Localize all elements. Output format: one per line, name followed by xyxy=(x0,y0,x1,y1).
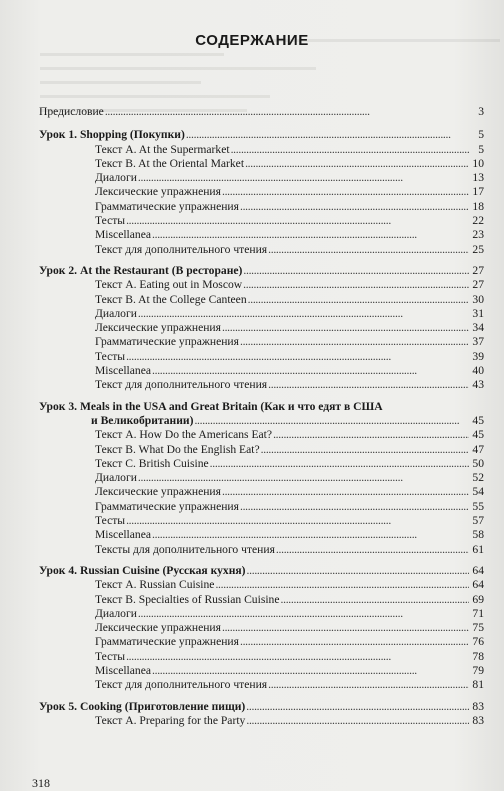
page-title: СОДЕРЖАНИЕ xyxy=(195,32,309,49)
toc-page-number: 79 xyxy=(472,663,484,677)
toc-page-number: 13 xyxy=(472,171,484,185)
toc-entry-label: Тесты xyxy=(95,649,126,663)
toc-entry-label: Тесты xyxy=(95,514,126,528)
leader-dots xyxy=(152,664,469,678)
toc-page-number: 45 xyxy=(472,413,484,427)
toc-entry xyxy=(39,635,484,649)
toc-entry-label: Лексические упражнения xyxy=(95,321,221,335)
toc-page-number: 64 xyxy=(472,578,484,592)
toc-page-number: 54 xyxy=(472,485,484,499)
toc-page-number: 83 xyxy=(472,699,484,713)
toc-page-number: 75 xyxy=(472,621,484,635)
toc-lesson-heading xyxy=(39,128,484,142)
page-number: 318 xyxy=(32,776,50,790)
toc-page-number: 17 xyxy=(472,185,484,199)
toc-entry xyxy=(39,228,484,242)
toc-entry xyxy=(39,364,484,378)
toc-page-number: 5 xyxy=(478,128,484,142)
toc-page-number: 39 xyxy=(472,349,484,363)
toc-page-number: 31 xyxy=(472,306,484,320)
toc-entry-label: Текст A. Russian Cuisine xyxy=(95,578,215,592)
toc-entry xyxy=(39,278,484,292)
toc-page-number: 61 xyxy=(472,542,484,556)
leader-dots xyxy=(126,350,469,364)
toc-entry-label: Лексические упражнения xyxy=(95,185,221,199)
toc-entry-label: Урок 3. Meals in the USA and Great Britain (Как и что едят в США xyxy=(39,399,383,413)
toc-entry xyxy=(39,678,484,692)
leader-dots xyxy=(243,278,469,292)
leader-dots xyxy=(126,650,469,664)
toc-entry xyxy=(39,528,484,542)
leader-dots xyxy=(240,635,469,649)
toc-entry-label: Диалоги xyxy=(95,606,137,620)
toc-entry xyxy=(39,457,484,471)
toc-page-number: 64 xyxy=(472,563,484,577)
leader-dots xyxy=(268,678,469,692)
toc-page-number: 37 xyxy=(472,335,484,349)
toc-entry-label: Текст для дополнительного чтения xyxy=(95,242,268,256)
toc-entry-label: Грамматические упражнения xyxy=(95,335,239,349)
leader-dots xyxy=(281,593,470,607)
toc-entry-label: Miscellanea xyxy=(95,528,152,542)
toc-entry xyxy=(39,514,484,528)
toc-entry-label: Текст A. How Do the Americans Eat? xyxy=(95,428,273,442)
toc-entry xyxy=(39,621,484,635)
toc-page-number: 34 xyxy=(472,321,484,335)
leader-dots xyxy=(138,307,469,321)
toc-lesson-heading xyxy=(39,264,484,278)
leader-dots xyxy=(186,128,469,142)
leader-dots xyxy=(240,200,469,214)
leader-dots xyxy=(245,157,469,171)
leader-dots xyxy=(222,485,469,499)
toc-page-number: 23 xyxy=(472,228,484,242)
toc-entry xyxy=(39,214,484,228)
toc-entry-label: Текст для дополнительного чтения xyxy=(95,678,268,692)
leader-dots xyxy=(246,714,469,728)
toc-entry-label: Грамматические упражнения xyxy=(95,499,239,513)
toc-entry-label: Урок 5. Cooking (Приготовление пищи) xyxy=(39,699,246,713)
leader-dots xyxy=(268,378,469,392)
toc-entry xyxy=(39,200,484,214)
toc-entry xyxy=(39,593,484,607)
toc-entry-label: Miscellanea xyxy=(95,663,152,677)
leader-dots xyxy=(243,264,469,278)
toc-page-number: 81 xyxy=(472,678,484,692)
toc-entry-label: Тесты xyxy=(95,214,126,228)
toc-foreword xyxy=(39,105,484,119)
toc-entry-label: Текст B. Specialties of Russian Cuisine xyxy=(95,592,280,606)
toc-page-number: 25 xyxy=(472,242,484,256)
toc-page-number: 47 xyxy=(472,442,484,456)
leader-dots xyxy=(240,500,469,514)
toc-page-number: 18 xyxy=(472,199,484,213)
toc-entry-label: Miscellanea xyxy=(95,228,152,242)
leader-dots xyxy=(138,471,469,485)
leader-dots xyxy=(105,105,469,119)
leader-dots xyxy=(215,578,469,592)
toc-entry xyxy=(39,664,484,678)
toc-page-number: 57 xyxy=(472,514,484,528)
toc-page-number: 76 xyxy=(472,635,484,649)
leader-dots xyxy=(126,214,469,228)
leader-dots xyxy=(194,414,469,428)
toc-page-number: 45 xyxy=(472,428,484,442)
toc-entry xyxy=(39,378,484,392)
toc-page-number: 69 xyxy=(472,592,484,606)
toc-entry-label: Текст A. Preparing for the Party xyxy=(95,713,246,727)
toc-entry xyxy=(39,350,484,364)
toc-entry-label: Урок 2. At the Restaurant (В ресторане) xyxy=(39,263,243,277)
toc-entry-label: Текст для дополнительного чтения xyxy=(95,378,268,392)
toc-page-number: 10 xyxy=(472,156,484,170)
leader-dots xyxy=(240,335,469,349)
toc-entry xyxy=(39,428,484,442)
leader-dots xyxy=(126,514,469,528)
leader-dots xyxy=(261,443,469,457)
toc-page-number: 43 xyxy=(472,378,484,392)
toc-entry-label: Текст A. Eating out in Moscow xyxy=(95,278,243,292)
toc-entry-label: Лексические упражнения xyxy=(95,621,221,635)
lesson-list xyxy=(39,128,484,728)
toc-entry-label: и Великобритании) xyxy=(91,413,194,427)
toc-entry-label: Грамматические упражнения xyxy=(95,635,239,649)
toc-entry xyxy=(39,714,484,728)
toc-entry-label: Диалоги xyxy=(95,171,137,185)
leader-dots xyxy=(273,428,469,442)
leader-dots xyxy=(138,607,469,621)
toc-entry xyxy=(39,143,484,157)
leader-dots xyxy=(222,321,469,335)
toc-entry-label: Тесты xyxy=(95,349,126,363)
toc-entry-label: Грамматические упражнения xyxy=(95,199,239,213)
leader-dots xyxy=(248,293,469,307)
leader-dots xyxy=(152,228,469,242)
toc-page-number: 5 xyxy=(478,142,484,156)
toc-entry xyxy=(39,485,484,499)
toc-page-number: 58 xyxy=(472,528,484,542)
toc-entry-label: Диалоги xyxy=(95,471,137,485)
toc-page-number: 27 xyxy=(472,263,484,277)
toc-entry xyxy=(39,543,484,557)
toc-entry xyxy=(39,243,484,257)
toc-entry xyxy=(39,171,484,185)
leader-dots xyxy=(152,364,469,378)
toc-entry xyxy=(39,335,484,349)
toc-entry-label: Предисловие xyxy=(39,105,104,118)
toc-entry xyxy=(39,471,484,485)
toc-page-number: 83 xyxy=(472,713,484,727)
toc-entry xyxy=(39,578,484,592)
toc-entry xyxy=(39,157,484,171)
toc-entry-label: Текст C. British Cuisine xyxy=(95,456,209,470)
toc-page-number: 71 xyxy=(472,606,484,620)
toc-entry-label: Лексические упражнения xyxy=(95,485,221,499)
toc-page-number: 22 xyxy=(472,214,484,228)
leader-dots xyxy=(138,171,469,185)
leader-dots xyxy=(210,457,469,471)
leader-dots xyxy=(222,185,469,199)
toc-entry xyxy=(39,293,484,307)
toc-entry-label: Текст B. What Do the English Eat? xyxy=(95,442,260,456)
toc-page-number: 78 xyxy=(472,649,484,663)
leader-dots xyxy=(152,528,469,542)
toc-entry-label: Урок 4. Russian Cuisine (Русская кухня) xyxy=(39,563,246,577)
toc-entry-label: Текст B. At the Oriental Market xyxy=(95,156,245,170)
toc-page-number: 40 xyxy=(472,364,484,378)
toc-page-number: 30 xyxy=(472,292,484,306)
toc-lesson-heading xyxy=(39,564,484,578)
toc-entry xyxy=(39,500,484,514)
toc-page-number: 52 xyxy=(472,471,484,485)
toc-entry xyxy=(39,307,484,321)
leader-dots xyxy=(268,243,469,257)
leader-dots xyxy=(276,543,469,557)
toc-entry xyxy=(39,607,484,621)
toc-entry-label: Текст B. At the College Canteen xyxy=(95,292,247,306)
toc-page-number: 3 xyxy=(478,105,484,118)
toc-lesson-heading-continued xyxy=(39,414,484,428)
leader-dots xyxy=(247,564,469,578)
toc-entry-label: Тексты для дополнительного чтения xyxy=(95,542,275,556)
leader-dots xyxy=(231,143,469,157)
toc-entry xyxy=(39,321,484,335)
toc-lesson-heading xyxy=(39,400,484,414)
toc-entry xyxy=(39,443,484,457)
toc-entry-label: Урок 1. Shopping (Покупки) xyxy=(39,128,185,142)
toc-entry-label: Диалоги xyxy=(95,306,137,320)
toc-page-number: 27 xyxy=(472,278,484,292)
leader-dots xyxy=(222,621,469,635)
toc-entry xyxy=(39,185,484,199)
leader-dots xyxy=(246,700,469,714)
toc-entry-label: Текст A. At the Supermarket xyxy=(95,142,230,156)
table-of-contents xyxy=(39,105,484,728)
toc-lesson-heading xyxy=(39,700,484,714)
toc-page-number: 50 xyxy=(472,456,484,470)
toc-entry-label: Miscellanea xyxy=(95,364,152,378)
toc-page-number: 55 xyxy=(472,499,484,513)
toc-entry xyxy=(39,650,484,664)
